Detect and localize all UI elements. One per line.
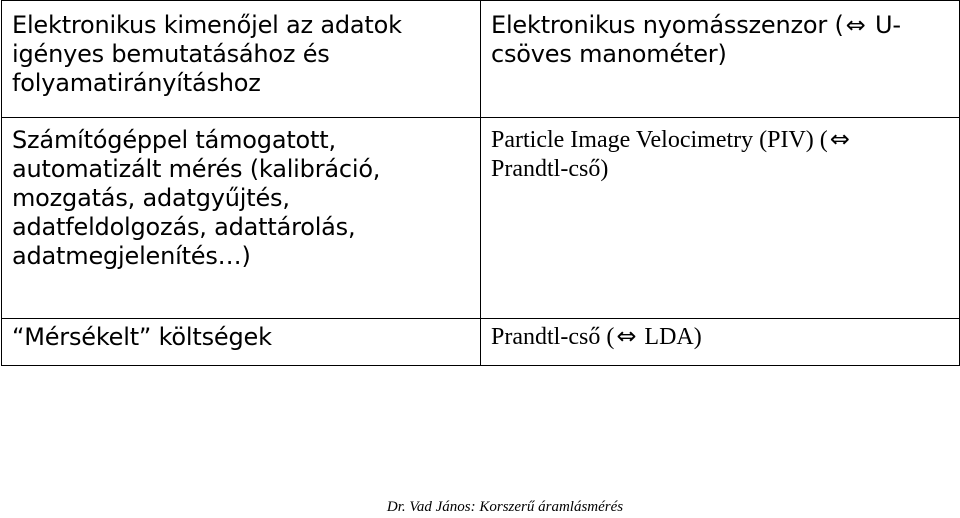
comparison-table	[1, 0, 960, 366]
cell-text-before: Particle Image Velocimetry (PIV) (	[491, 127, 828, 153]
cell-text-after: Prandtl-cső)	[491, 156, 609, 182]
cell-text: “Mérsékelt” költségek	[12, 323, 272, 351]
cell-text	[491, 126, 949, 184]
table-row	[2, 319, 960, 366]
table-cell-right	[481, 1, 960, 118]
cell-text: Elektronikus kimenőjel az adatok igényes bemutatásához és folyamatirányításhoz	[12, 11, 402, 97]
cell-text-before: Prandtl-cső (	[491, 324, 615, 350]
cell-text-after: U- csöves manométer)	[491, 11, 901, 68]
table-row	[2, 118, 960, 319]
cell-text-before: Elektronikus nyomásszenzor (	[491, 11, 844, 39]
cell-text	[491, 323, 949, 352]
table-cell-right	[481, 319, 960, 366]
table-cell-left	[2, 319, 481, 366]
double-arrow-icon: ⇔	[829, 125, 850, 153]
slide-footer: Dr. Vad János: Korszerű áramlásmérés	[386, 499, 624, 515]
cell-text: Számítógéppel támogatott, automatizált mérés (kalibráció, mozgatás, adatgyűjtés, adatfeldolgozás, adattárolás, adatmegjelenítés…)	[12, 126, 381, 270]
double-arrow-icon: ⇔	[845, 11, 866, 39]
table-cell-left	[2, 1, 481, 118]
double-arrow-icon: ⇔	[616, 322, 637, 350]
cell-text-after: LDA)	[638, 324, 702, 350]
table-cell-right	[481, 118, 960, 319]
table-row	[2, 1, 960, 118]
table-cell-left	[2, 118, 481, 319]
cell-text	[491, 11, 949, 69]
